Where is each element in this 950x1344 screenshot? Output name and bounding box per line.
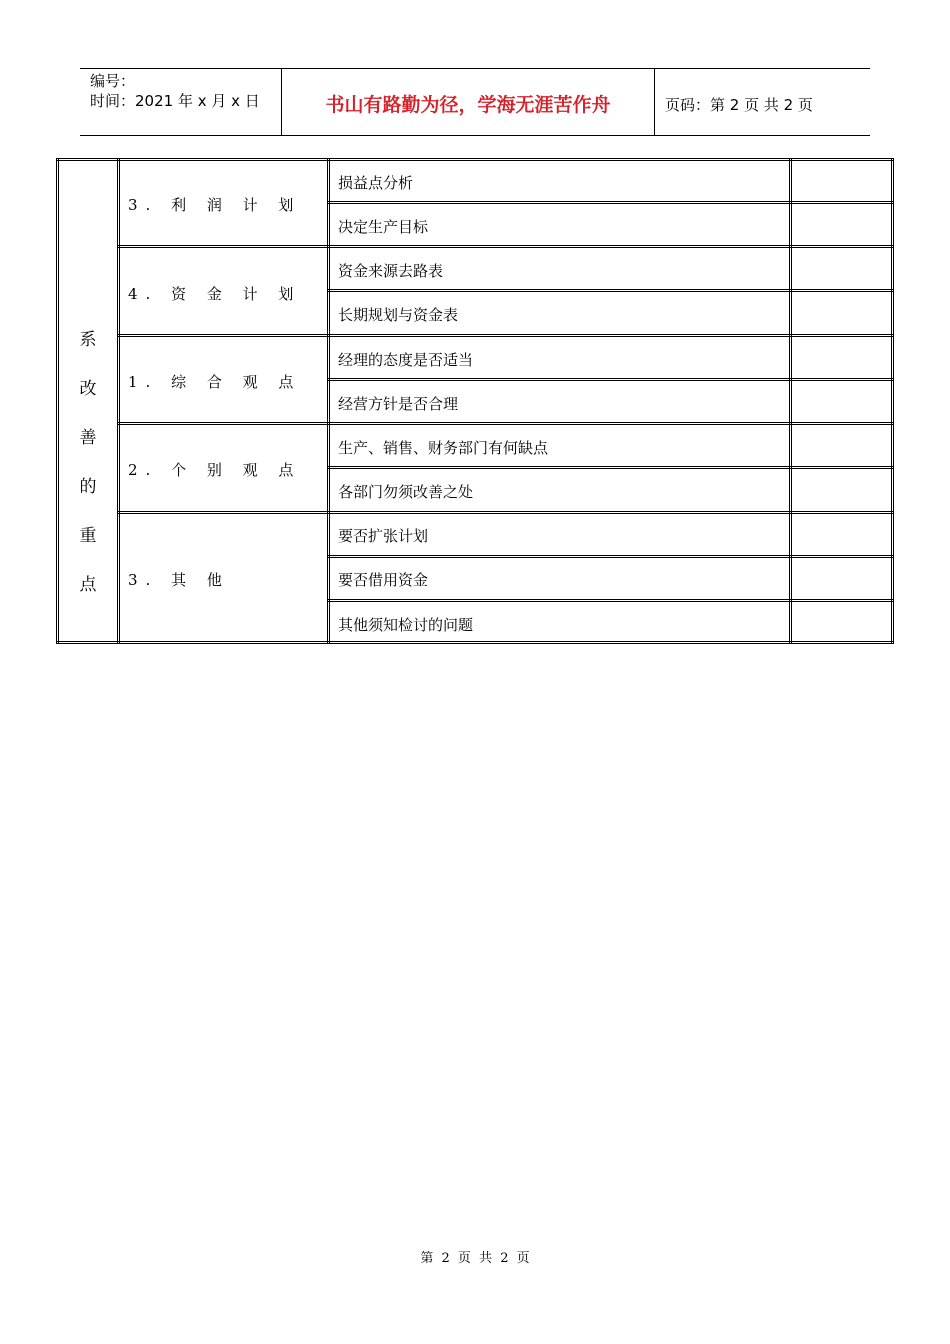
table-row-item: 要否借用资金 [338, 571, 429, 589]
group-label-individual-view: 2. 个 别 观 点 [128, 461, 302, 479]
item-separator [327, 378, 894, 381]
improvement-focus-table [56, 158, 894, 644]
document-number-label: 编号： [90, 72, 136, 90]
header-top-rule [80, 68, 870, 69]
group-label-profit-plan: 3. 利 润 计 划 [128, 196, 302, 214]
table-row-item: 资金来源去路表 [338, 262, 444, 280]
category-label-vertical [76, 316, 100, 610]
table-row-item: 损益点分析 [338, 174, 414, 192]
table-row-item: 经理的态度是否适当 [338, 351, 474, 369]
table-row-item: 决定生产目标 [338, 218, 429, 236]
group-separator [117, 334, 894, 337]
group-separator [117, 422, 894, 425]
category-char: 改 [79, 379, 97, 399]
group-column-divider [327, 158, 330, 644]
category-char: 系 [79, 330, 97, 350]
table-row-item: 其他须知检讨的问题 [338, 616, 474, 634]
item-separator [327, 555, 894, 558]
header-page-info: 页码：第 2 页 共 2 页 [665, 96, 813, 114]
header-bottom-rule [80, 135, 870, 136]
table-row-item: 各部门勿须改善之处 [338, 483, 474, 501]
group-separator [117, 245, 894, 248]
table-left-border [56, 158, 59, 644]
item-separator [327, 289, 894, 292]
group-label-other: 3. 其 他 [128, 571, 230, 589]
header-motto: 书山有路勤为径，学海无涯苦作舟 [325, 94, 611, 116]
table-row-item: 长期规划与资金表 [338, 306, 459, 324]
item-separator [327, 201, 894, 204]
table-right-border [891, 158, 894, 644]
table-bottom-border [56, 641, 894, 644]
group-label-overall-view: 1. 综 合 观 点 [128, 373, 302, 391]
table-top-border [56, 158, 894, 161]
item-separator [327, 599, 894, 602]
table-row-item: 要否扩张计划 [338, 527, 429, 545]
table-row-item: 经营方针是否合理 [338, 395, 459, 413]
category-char: 点 [79, 575, 97, 595]
category-char: 的 [79, 477, 97, 497]
category-column-divider [117, 158, 120, 644]
category-char: 重 [79, 526, 97, 546]
page-footer: 第 2 页 共 2 页 [420, 1251, 530, 1266]
check-column-divider [789, 158, 792, 644]
table-row-item: 生产、销售、财务部门有何缺点 [338, 439, 549, 457]
header-meta [90, 71, 260, 111]
group-separator [117, 511, 894, 514]
category-char: 善 [79, 428, 97, 448]
document-time-label: 时间：2021 年 x 月 x 日 [90, 92, 260, 110]
header-separator-right [654, 68, 655, 135]
group-label-capital-plan: 4. 资 金 计 划 [128, 285, 302, 303]
item-separator [327, 466, 894, 469]
